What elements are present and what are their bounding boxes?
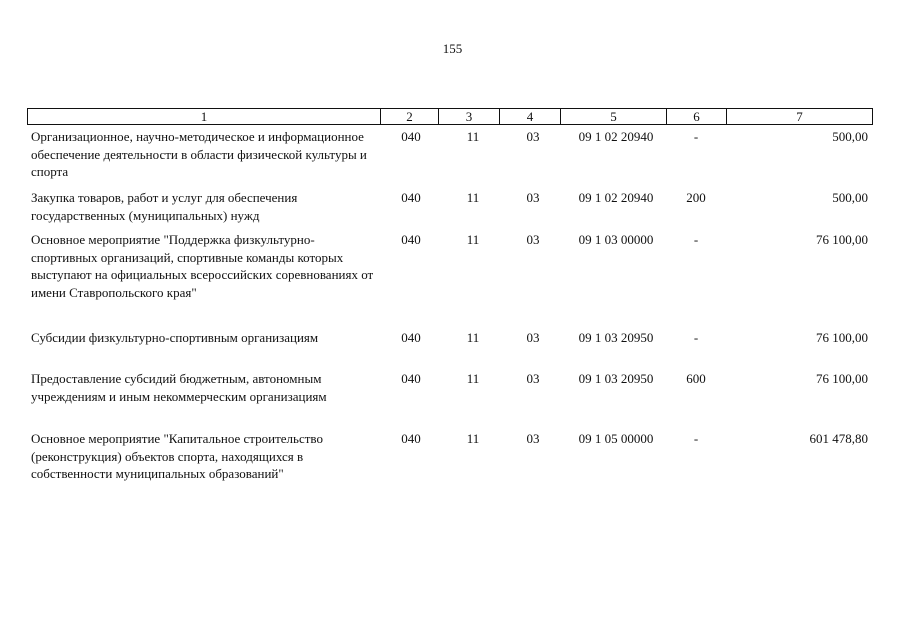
header-col-6: 6 [667, 109, 727, 124]
row-name: Основное мероприятие "Поддержка физкультурно-спортивных организаций, спортивные команды которых выступают на официальных всероссийских соревнованиях от имени Ставропольского края" [31, 232, 374, 300]
row-col6: - [693, 330, 699, 345]
row-col5: 09 1 05 00000 [578, 431, 654, 446]
row-col7: 76 100,00 [816, 330, 868, 345]
row-col7: 76 100,00 [816, 371, 868, 386]
row-col6: - [693, 232, 699, 247]
row-col3: 11 [466, 129, 480, 144]
row-col6: 600 [686, 371, 706, 386]
row-name: Основное мероприятие "Капитальное строительство (реконструкция) объектов спорта, находящихся в собственности муниципальных образований" [31, 431, 323, 481]
row-col6: - [693, 431, 699, 446]
row-col6: 200 [686, 190, 706, 205]
row-name: Предоставление субсидий бюджетным, автономным учреждениям и иным некоммерческим организациям [31, 371, 327, 404]
row-col4: 03 [526, 190, 540, 205]
header-col-4: 4 [500, 109, 561, 124]
header-col-2: 2 [381, 109, 439, 124]
header-col-5: 5 [561, 109, 667, 124]
row-col3: 11 [466, 330, 480, 345]
row-col4: 03 [526, 232, 540, 247]
table-header [27, 108, 873, 125]
row-col5: 09 1 03 20950 [578, 330, 654, 345]
row-col3: 11 [466, 431, 480, 446]
row-name: Субсидии физкультурно-спортивным организациям [31, 330, 319, 345]
row-col2: 040 [401, 330, 421, 345]
row-col5: 09 1 03 20950 [578, 371, 654, 386]
row-col2: 040 [401, 129, 421, 144]
row-col7: 500,00 [832, 129, 868, 144]
row-col7: 500,00 [832, 190, 868, 205]
row-col2: 040 [401, 431, 421, 446]
row-col3: 11 [466, 371, 480, 386]
row-col7: 76 100,00 [816, 232, 868, 247]
row-col2: 040 [401, 190, 421, 205]
header-col-1: 1 [28, 109, 381, 124]
header-col-3: 3 [439, 109, 500, 124]
row-col5: 09 1 02 20940 [578, 129, 654, 144]
row-col5: 09 1 03 00000 [578, 232, 654, 247]
row-col3: 11 [466, 190, 480, 205]
row-name: Закупка товаров, работ и услуг для обеспечения государственных (муниципальных) нужд [31, 190, 298, 223]
row-col4: 03 [526, 371, 540, 386]
page-number: 155 [442, 41, 463, 56]
row-col7: 601 478,80 [809, 431, 868, 446]
row-name: Организационное, научно-методическое и информационное обеспечение деятельности в области физической культуры и спорта [31, 129, 367, 179]
row-col4: 03 [526, 129, 540, 144]
row-col4: 03 [526, 330, 540, 345]
row-col6: - [693, 129, 699, 144]
row-col2: 040 [401, 232, 421, 247]
row-col3: 11 [466, 232, 480, 247]
header-col-7: 7 [796, 109, 803, 124]
row-col5: 09 1 02 20940 [578, 190, 654, 205]
row-col2: 040 [401, 371, 421, 386]
row-col4: 03 [526, 431, 540, 446]
